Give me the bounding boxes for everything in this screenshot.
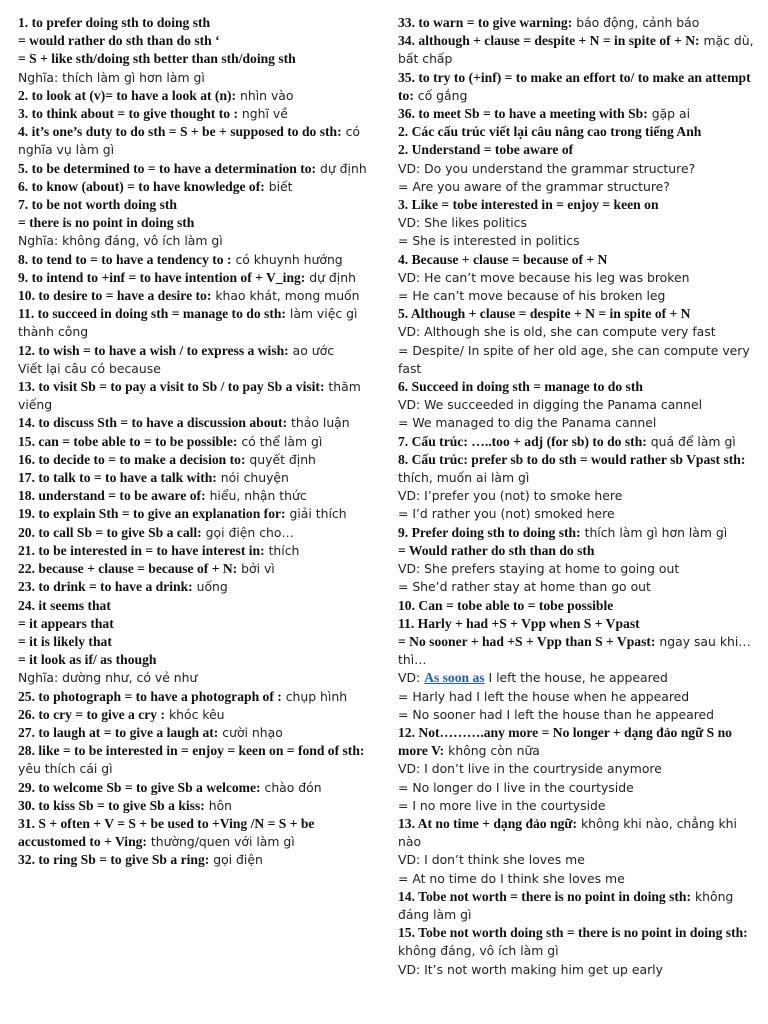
text-line xyxy=(398,688,758,706)
text-line xyxy=(398,760,758,778)
bold-phrase: = Would rather do sth than do sth xyxy=(398,542,595,558)
meaning-text: VD: I don’t think she loves me xyxy=(398,852,585,868)
bold-phrase: 13. At no time + dạng đảo ngữ: xyxy=(398,815,578,831)
text-line xyxy=(398,706,758,724)
meaning-text: yêu thích cái gì xyxy=(18,761,113,777)
meaning-text: nghĩ về xyxy=(237,106,288,122)
bold-phrase: 24. it seems that xyxy=(18,597,111,613)
meaning-text: nhìn vào xyxy=(236,87,294,103)
meaning-text: thích xyxy=(264,542,300,558)
meaning-text: = I no more live in the courtyside xyxy=(398,797,606,813)
bold-phrase: 6. Succeed in doing sth = manage to do sth xyxy=(398,379,643,395)
bold-phrase: 29. to welcome Sb = to give Sb a welcome: xyxy=(18,779,261,795)
meaning-text: có nghĩa vụ làm gì xyxy=(18,124,360,158)
meaning-text: bởi vì xyxy=(237,561,275,577)
bold-phrase: 7. Cấu trúc: …..too + adj (for sb) to do sth: xyxy=(398,433,647,449)
bold-phrase: 33. to warn = to give warning: xyxy=(398,15,573,30)
text-line xyxy=(398,669,758,687)
text-line xyxy=(18,214,382,232)
text-line xyxy=(398,505,758,523)
meaning-text: cố gắng xyxy=(413,87,468,103)
meaning-text: ao ước xyxy=(288,342,335,358)
bold-phrase: 35. to try to (+inf) = to make an effort to/ to make an attempt to: xyxy=(398,69,751,103)
text-line xyxy=(398,305,758,323)
meaning-text: ngay sau khi… thì… xyxy=(398,633,751,668)
text-line xyxy=(398,287,758,305)
bold-phrase: 12. Not……….any more = No longer + dạng đảo ngữ S no more V: xyxy=(398,724,732,759)
bold-phrase: 30. to kiss Sb = to give Sb a kiss: xyxy=(18,797,205,813)
meaning-text: Viết lại câu có because xyxy=(18,360,161,376)
text-line xyxy=(398,323,758,341)
text-line xyxy=(398,251,758,269)
text-line xyxy=(18,542,382,560)
text-line xyxy=(398,870,758,888)
bold-phrase: 11. to succeed in doing sth = manage to do sth: xyxy=(18,306,286,322)
meaning-text: VD: He can’t move because his leg was broken xyxy=(398,269,690,285)
bold-phrase: = it look as if/ as though xyxy=(18,652,157,668)
text-line xyxy=(18,779,382,797)
bold-phrase: 12. to wish = to have a wish / to express a wish: xyxy=(18,342,289,358)
text-line xyxy=(18,87,382,105)
text-line xyxy=(398,779,758,797)
text-line xyxy=(398,633,758,669)
bold-phrase: 21. to be interested in = to have interest in: xyxy=(18,542,265,558)
text-line xyxy=(18,651,382,669)
meaning-text: VD: Do you understand the grammar structure? xyxy=(398,160,696,176)
meaning-text: quá để làm gì xyxy=(646,433,736,449)
meaning-text: khóc kêu xyxy=(165,706,225,722)
meaning-text: = At no time do I think she loves me xyxy=(398,870,625,886)
bold-phrase: 26. to cry = to give a cry : xyxy=(18,706,166,722)
text-line xyxy=(398,597,758,615)
bold-phrase: 3. to think about = to give thought to : xyxy=(18,106,238,122)
text-line xyxy=(398,797,758,815)
bold-phrase: 20. to call Sb = to give Sb a call: xyxy=(18,524,202,540)
text-line xyxy=(18,342,382,360)
bold-phrase: = there is no point in doing sth xyxy=(18,215,195,231)
meaning-text: biết xyxy=(264,178,293,194)
meaning-text: VD: We succeeded in digging the Panama cannel xyxy=(398,397,703,413)
text-line xyxy=(398,615,758,633)
text-line xyxy=(398,105,758,123)
text-line xyxy=(398,14,758,32)
text-line xyxy=(18,633,382,651)
bold-phrase: 10. to desire to = have a desire to: xyxy=(18,288,212,304)
bold-phrase: 15. Tobe not worth doing sth = there is no point in doing sth: xyxy=(398,925,748,941)
bold-phrase: 8. Cấu trúc: prefer sb to do sth = would rather sb Vpast sth: xyxy=(398,451,746,467)
meaning-text: VD: Although she is old, she can compute very fast xyxy=(398,324,716,340)
bold-phrase: 9. to intend to +inf = to have intention of + V_ing: xyxy=(18,269,306,285)
text-line xyxy=(398,269,758,287)
text-line xyxy=(398,414,758,432)
text-line xyxy=(18,105,382,123)
bold-phrase: 9. Prefer doing sth to doing sth: xyxy=(398,524,581,540)
meaning-text: chào đón xyxy=(260,779,322,795)
text-line xyxy=(18,14,382,32)
text-line xyxy=(398,451,758,487)
text-line xyxy=(18,360,382,378)
bold-phrase: 22. because + clause = because of + N: xyxy=(18,561,238,577)
text-line xyxy=(18,196,382,214)
meaning-text: giải thích xyxy=(285,506,347,522)
bold-phrase: 23. to drink = to have a drink: xyxy=(18,579,193,595)
text-line xyxy=(398,724,758,760)
meaning-text: = He can’t move because of his broken leg xyxy=(398,288,666,304)
meaning-text: hiểu, nhận thức xyxy=(205,488,307,504)
text-line xyxy=(398,578,758,596)
text-line xyxy=(18,487,382,505)
text-line xyxy=(18,688,382,706)
text-line xyxy=(18,451,382,469)
text-line xyxy=(398,160,758,178)
bold-phrase: 32. to ring Sb = to give Sb a ring: xyxy=(18,852,210,868)
text-line xyxy=(18,251,382,269)
meaning-text: Nghĩa: dường như, có vẻ như xyxy=(18,670,198,686)
text-line xyxy=(18,669,382,687)
text-line xyxy=(18,560,382,578)
bold-phrase: 36. to meet Sb = to have a meeting with Sb: xyxy=(398,106,648,122)
text-line xyxy=(18,469,382,487)
bold-phrase: 27. to laugh at = to give a laugh at: xyxy=(18,724,219,740)
meaning-text: = She is interested in politics xyxy=(398,233,580,249)
meaning-text: = Despite/ In spite of her old age, she can compute very fast xyxy=(398,342,750,376)
text-line xyxy=(18,724,382,742)
bold-phrase: = it is likely that xyxy=(18,633,112,649)
text-line xyxy=(398,232,758,250)
text-line xyxy=(18,269,382,287)
text-line xyxy=(18,815,382,851)
text-line xyxy=(398,396,758,414)
bold-phrase: 10. Can = tobe able to = tobe possible xyxy=(398,597,614,613)
text-line xyxy=(398,815,758,851)
meaning-text: mặc dù, bất chấp xyxy=(398,33,754,67)
meaning-text: VD: xyxy=(398,670,425,686)
bold-phrase: = No sooner + had +S + Vpp than S + Vpast: xyxy=(398,633,656,649)
text-line xyxy=(18,851,382,869)
text-line xyxy=(398,542,758,560)
meaning-text: không khi nào, chẳng khi nào xyxy=(398,815,737,850)
meaning-text: báo động, cảnh báo xyxy=(572,15,700,30)
bold-phrase: 34. although + clause = despite + N = in spite of + N: xyxy=(398,33,700,49)
meaning-text: dự định xyxy=(316,160,367,176)
meaning-text: thảo luận xyxy=(287,415,350,431)
meaning-text: VD: I don’t live in the courtryside anymore xyxy=(398,761,662,777)
text-line xyxy=(18,232,382,250)
text-line xyxy=(398,378,758,396)
text-line xyxy=(398,888,758,924)
text-line xyxy=(18,433,382,451)
text-line xyxy=(398,123,758,141)
text-line xyxy=(18,524,382,542)
text-line xyxy=(18,505,382,523)
meaning-text: VD: I’prefer you (not) to smoke here xyxy=(398,488,623,504)
meaning-text: VD: She prefers staying at home to going out xyxy=(398,561,680,577)
meaning-text: thăm viếng xyxy=(18,379,361,413)
left-column xyxy=(18,14,390,1024)
meaning-text: chụp hình xyxy=(281,688,348,704)
bold-phrase: 25. to photograph = to have a photograph of : xyxy=(18,688,282,704)
bold-phrase: 18. understand = to be aware of: xyxy=(18,488,206,504)
text-line xyxy=(18,414,382,432)
meaning-text: không còn nữa xyxy=(444,743,540,759)
bold-phrase: 4. it’s one’s duty to do sth = S + be + supposed to do sth: xyxy=(18,124,342,140)
text-line xyxy=(398,961,758,979)
meaning-text: = We managed to dig the Panama cannel xyxy=(398,415,657,431)
meaning-text: = Are you aware of the grammar structure? xyxy=(398,178,670,194)
meaning-text: VD: It’s not worth making him get up early xyxy=(398,961,663,977)
text-line xyxy=(18,597,382,615)
text-line xyxy=(18,305,382,341)
text-line xyxy=(18,797,382,815)
text-line xyxy=(18,287,382,305)
bold-phrase: 13. to visit Sb = to pay a visit to Sb / to pay Sb a visit: xyxy=(18,379,325,395)
text-line xyxy=(398,924,758,960)
bold-phrase: 7. to be not worth doing sth xyxy=(18,197,177,213)
text-line xyxy=(398,178,758,196)
bold-phrase: 4. Because + clause = because of + N xyxy=(398,251,608,267)
bold-phrase: 28. like = to be interested in = enjoy = keen on = fond of sth: xyxy=(18,743,365,759)
meaning-text: = I’d rather you (not) smoked here xyxy=(398,506,615,522)
meaning-text: không đáng, vô ích làm gì xyxy=(398,943,559,959)
meaning-text: có khuynh hướng xyxy=(231,251,343,267)
bold-phrase: 5. to be determined to = to have a determination to: xyxy=(18,160,317,176)
meaning-text: Nghĩa: thích làm gì hơn làm gì xyxy=(18,69,205,85)
meaning-text: khao khát, mong muốn xyxy=(211,288,360,304)
meaning-text: uống xyxy=(192,579,228,595)
text-line xyxy=(398,196,758,214)
meaning-text: dự định xyxy=(305,269,356,285)
meaning-text: nói chuyện xyxy=(216,470,289,486)
bold-phrase: 14. Tobe not worth = there is no point in doing sth: xyxy=(398,888,692,904)
text-line xyxy=(18,178,382,196)
text-line xyxy=(398,851,758,869)
meaning-text: = Harly had I left the house when he appeared xyxy=(398,688,690,704)
bold-phrase: 8. to tend to = to have a tendency to : xyxy=(18,251,232,267)
text-line xyxy=(18,50,382,68)
text-line xyxy=(398,141,758,159)
meaning-text: cười nhạo xyxy=(218,724,283,740)
text-line xyxy=(18,160,382,178)
bold-phrase: 15. can = tobe able to = to be possible: xyxy=(18,433,238,449)
meaning-text: hôn xyxy=(204,797,233,813)
meaning-text: = No longer do I live in the courtyside xyxy=(398,779,634,795)
meaning-text: thường/quen với làm gì xyxy=(146,834,295,850)
meaning-text: Nghĩa: không đáng, vô ích làm gì xyxy=(18,233,223,249)
text-line xyxy=(398,560,758,578)
text-line xyxy=(398,32,758,68)
meaning-text: gọi điện cho… xyxy=(201,524,294,540)
right-column xyxy=(390,14,758,1024)
bold-phrase: 14. to discuss Sth = to have a discussion about: xyxy=(18,415,288,431)
bold-phrase: 1. to prefer doing sth to doing sth xyxy=(18,15,211,30)
text-line xyxy=(18,578,382,596)
bold-phrase: = it appears that xyxy=(18,615,114,631)
bold-phrase: 2. Understand = tobe aware of xyxy=(398,142,574,158)
meaning-text: quyết định xyxy=(245,451,316,467)
bold-phrase: = S + like sth/doing sth better than sth/doing sth xyxy=(18,51,296,67)
meaning-text: = No sooner had I left the house than he appeared xyxy=(398,706,715,722)
text-line xyxy=(18,69,382,87)
bold-phrase: 2. to look at (v)= to have a look at (n): xyxy=(18,87,237,103)
text-line xyxy=(398,214,758,232)
meaning-text: thích làm gì hơn làm gì xyxy=(580,524,728,540)
text-line xyxy=(18,742,382,778)
text-line xyxy=(398,524,758,542)
meaning-text: làm việc gì thành công xyxy=(18,306,358,340)
text-line xyxy=(398,342,758,378)
bold-phrase: 31. S + often + V = S + be used to +Ving /N = S + be accustomed to + Ving: xyxy=(18,815,315,850)
bold-phrase: = would rather do sth than do sth ‘ xyxy=(18,33,220,49)
meaning-text: thích, muốn ai làm gì xyxy=(398,470,530,486)
meaning-text: VD: She likes politics xyxy=(398,215,527,231)
meaning-text: gọi điện xyxy=(209,852,263,868)
bold-phrase: 6. to know (about) = to have knowledge of: xyxy=(18,178,265,194)
bold-phrase: 19. to explain Sth = to give an explanation for: xyxy=(18,506,286,522)
meaning-text: có thể làm gì xyxy=(237,433,323,449)
bold-phrase: 5. Although + clause = despite + N = in spite of + N xyxy=(398,306,691,322)
example-text: I left the house, he appeared xyxy=(484,670,668,686)
hyperlink[interactable]: As soon as xyxy=(424,670,485,686)
bold-phrase: 2. Các cấu trúc viết lại câu nâng cao trong tiếng Anh xyxy=(398,124,702,140)
text-line xyxy=(18,378,382,414)
bold-phrase: 3. Like = tobe interested in = enjoy = keen on xyxy=(398,197,659,213)
bold-phrase: 11. Harly + had +S + Vpp when S + Vpast xyxy=(398,615,640,631)
meaning-text: = She’d rather stay at home than go out xyxy=(398,579,651,595)
text-line xyxy=(398,487,758,505)
text-line xyxy=(18,32,382,50)
text-line xyxy=(18,706,382,724)
text-line xyxy=(398,433,758,451)
bold-phrase: 16. to decide to = to make a decision to: xyxy=(18,451,246,467)
meaning-text: không đáng làm gì xyxy=(398,888,734,922)
text-line xyxy=(398,69,758,105)
bold-phrase: 17. to talk to = to have a talk with: xyxy=(18,470,217,486)
text-line xyxy=(18,123,382,159)
meaning-text: gặp ai xyxy=(647,106,691,122)
text-line xyxy=(18,615,382,633)
